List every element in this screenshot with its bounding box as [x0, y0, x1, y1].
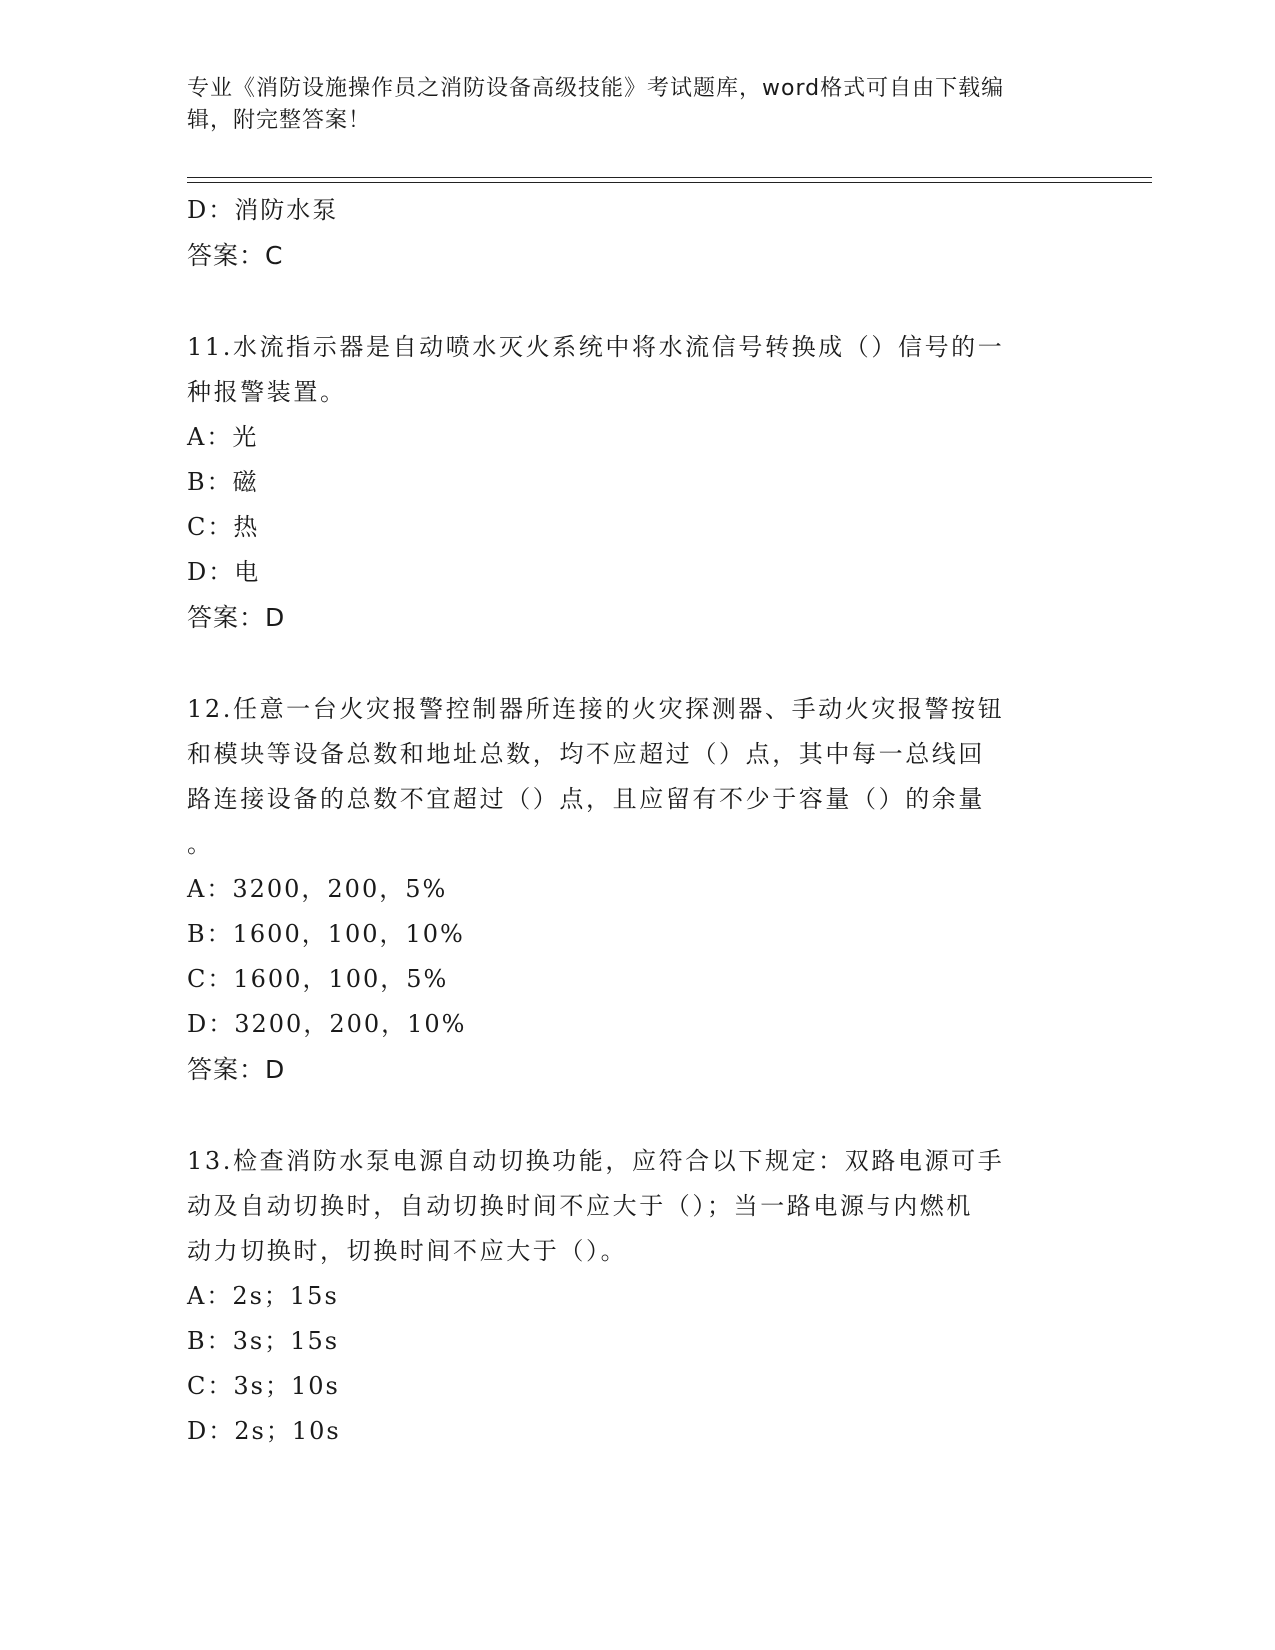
- option-c: C：1600，100，5%: [187, 965, 449, 993]
- question-text-line: 路连接设备的总数不宜超过（）点，且应留有不少于容量（）的余量: [187, 785, 985, 813]
- answer-line: 答案：D: [187, 603, 286, 632]
- option-c: C：热: [187, 513, 260, 541]
- answer-line: 答案：D: [187, 1055, 286, 1084]
- question-text-line: 动及自动切换时，自动切换时间不应大于（）；当一路电源与内燃机: [187, 1192, 973, 1220]
- header-divider-top: [187, 177, 1152, 178]
- option-a: A：光: [187, 423, 259, 451]
- question-text-line: 。: [187, 830, 214, 858]
- header-line-1: 专业《消防设施操作员之消防设备高级技能》考试题库，word格式可自由下载编: [187, 76, 1005, 101]
- previous-question-tail: [187, 188, 1067, 278]
- question-text-line: 种报警装置。: [187, 378, 347, 406]
- option-b: B：1600，100，10%: [187, 920, 465, 948]
- question-11: [187, 325, 1067, 640]
- option-b: B：磁: [187, 468, 259, 496]
- question-12: [187, 687, 1067, 1092]
- option-d: D：消防水泵: [187, 196, 339, 224]
- option-d: D：3200，200，10%: [187, 1010, 467, 1038]
- question-text-line: 和模块等设备总数和地址总数，均不应超过（）点，其中每一总线回: [187, 740, 985, 768]
- option-b: B：3s；15s: [187, 1327, 340, 1355]
- question-13: [187, 1139, 1067, 1454]
- option-c: C：3s；10s: [187, 1372, 340, 1400]
- header-line-2: 辑，附完整答案！: [187, 108, 372, 133]
- question-list: [187, 188, 1067, 1454]
- document-header: [187, 73, 1067, 137]
- option-a: A：2s；15s: [187, 1282, 339, 1310]
- question-text-line: 13.检查消防水泵电源自动切换功能，应符合以下规定：双路电源可手: [187, 1147, 1005, 1175]
- answer-line: 答案：C: [187, 241, 284, 270]
- question-text-line: 11.水流指示器是自动喷水灭火系统中将水流信号转换成（）信号的一: [187, 333, 1005, 361]
- header-divider-bottom: [187, 182, 1152, 183]
- question-text-line: 12.任意一台火灾报警控制器所连接的火灾探测器、手动火灾报警按钮: [187, 695, 1005, 723]
- question-text-line: 动力切换时，切换时间不应大于（）。: [187, 1237, 628, 1265]
- option-a: A：3200，200，5%: [187, 875, 448, 903]
- option-d: D：2s；10s: [187, 1417, 341, 1445]
- option-d: D：电: [187, 558, 261, 586]
